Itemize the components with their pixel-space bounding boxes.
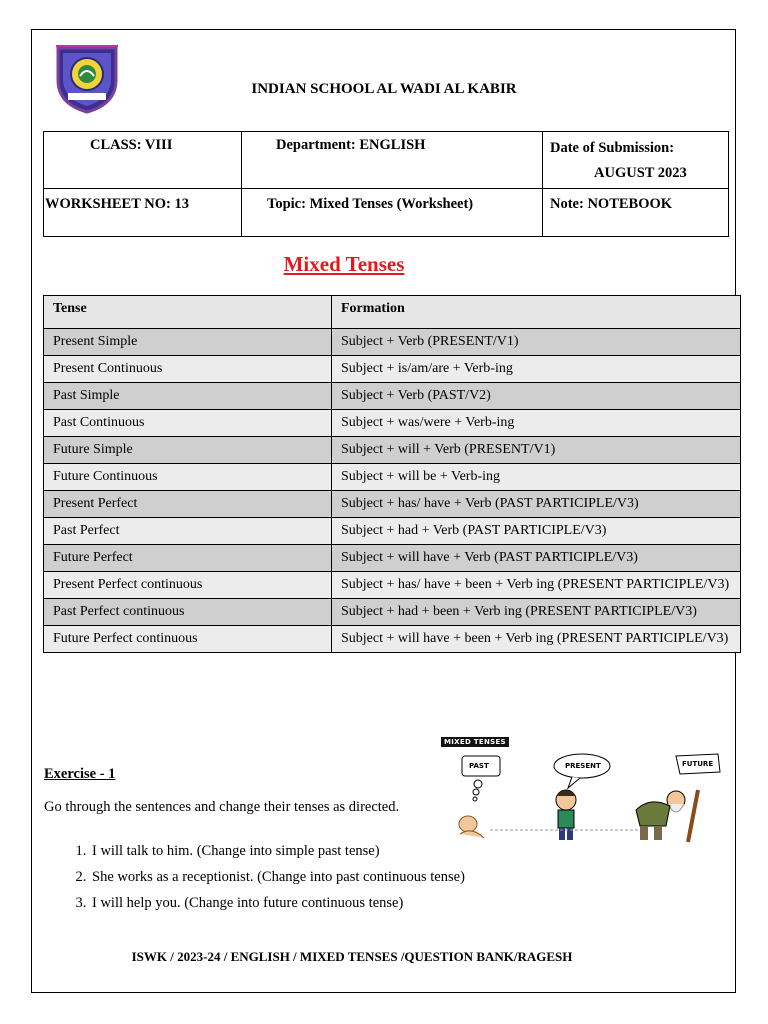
question-item: 3. I will help you. (Change into future continuous tense) bbox=[90, 895, 465, 912]
question-item: 2. She works as a receptionist. (Change into past continuous tense) bbox=[90, 869, 465, 886]
school-name: INDIAN SCHOOL AL WADI AL KABIR bbox=[251, 81, 517, 97]
tense-cell: Past Simple bbox=[44, 383, 332, 410]
tense-cell: Present Perfect bbox=[44, 491, 332, 518]
table-row bbox=[44, 356, 741, 383]
table-row bbox=[44, 410, 741, 437]
formation-cell: Subject + had + Verb (PAST PARTICIPLE/V3) bbox=[332, 518, 741, 545]
question-list bbox=[44, 843, 465, 921]
tense-cell: Future Perfect bbox=[44, 545, 332, 572]
worksheet-number: WORKSHEET NO: 13 bbox=[45, 196, 189, 212]
page-title: Mixed Tenses bbox=[283, 252, 405, 276]
cartoon-illustration bbox=[440, 734, 740, 846]
table-row bbox=[44, 572, 741, 599]
present-label: PRESENT bbox=[565, 762, 601, 770]
formation-cell: Subject + will have + been + Verb ing (PRESENT PARTICIPLE/V3) bbox=[332, 626, 741, 653]
department-cell bbox=[242, 132, 543, 189]
table-row bbox=[44, 329, 741, 356]
tense-cell: Future Perfect continuous bbox=[44, 626, 332, 653]
tense-cell: Present Perfect continuous bbox=[44, 572, 332, 599]
formation-cell: Subject + has/ have + been + Verb ing (PRESENT PARTICIPLE/V3) bbox=[332, 572, 741, 599]
formation-cell: Subject + Verb (PAST/V2) bbox=[332, 383, 741, 410]
department-label: Department: ENGLISH bbox=[276, 137, 426, 153]
tense-cell: Present Simple bbox=[44, 329, 332, 356]
tense-cell: Present Continuous bbox=[44, 356, 332, 383]
tense-cell: Past Perfect bbox=[44, 518, 332, 545]
table-row bbox=[44, 437, 741, 464]
table-row bbox=[44, 626, 741, 653]
formation-cell: Subject + will have + Verb (PAST PARTICIPLE/V3) bbox=[332, 545, 741, 572]
past-label: PAST bbox=[469, 762, 489, 770]
note-label: Note: NOTEBOOK bbox=[550, 196, 673, 212]
question-item: 1. I will talk to him. (Change into simple past tense) bbox=[90, 843, 465, 860]
class-cell bbox=[44, 132, 242, 189]
page-footer: ISWK / 2023-24 / ENGLISH / MIXED TENSES /QUESTION BANK/RAGESH bbox=[131, 949, 573, 964]
note-cell bbox=[543, 189, 729, 237]
formation-cell: Subject + is/am/are + Verb-ing bbox=[332, 356, 741, 383]
worksheet-info-table bbox=[43, 131, 729, 237]
table-row bbox=[44, 545, 741, 572]
exercise-title: Exercise - 1 bbox=[44, 766, 116, 782]
formation-cell: Subject + will be + Verb-ing bbox=[332, 464, 741, 491]
exercise-instruction: Go through the sentences and change their tenses as directed. bbox=[44, 799, 400, 815]
date-label: Date of Submission: bbox=[550, 140, 675, 156]
table-header-row bbox=[44, 296, 741, 329]
school-logo bbox=[52, 44, 122, 114]
table-row bbox=[44, 599, 741, 626]
date-cell bbox=[543, 132, 729, 189]
mixed-tenses-tag: MIXED TENSES bbox=[441, 737, 509, 747]
tense-cell: Past Continuous bbox=[44, 410, 332, 437]
column-header-tense: Tense bbox=[44, 296, 332, 329]
tense-cell: Future Simple bbox=[44, 437, 332, 464]
table-row bbox=[44, 518, 741, 545]
formation-cell: Subject + has/ have + Verb (PAST PARTICIPLE/V3) bbox=[332, 491, 741, 518]
future-label: FUTURE bbox=[682, 760, 714, 768]
topic-cell bbox=[242, 189, 543, 237]
date-value: AUGUST 2023 bbox=[594, 165, 687, 181]
column-header-formation: Formation bbox=[332, 296, 741, 329]
formation-cell: Subject + had + been + Verb ing (PRESENT PARTICIPLE/V3) bbox=[332, 599, 741, 626]
formation-cell: Subject + will + Verb (PRESENT/V1) bbox=[332, 437, 741, 464]
tense-cell: Future Continuous bbox=[44, 464, 332, 491]
tense-cell: Past Perfect continuous bbox=[44, 599, 332, 626]
table-row bbox=[44, 464, 741, 491]
mixed-tenses-cartoon bbox=[440, 734, 740, 846]
formation-cell: Subject + Verb (PRESENT/V1) bbox=[332, 329, 741, 356]
topic-label: Topic: Mixed Tenses (Worksheet) bbox=[267, 196, 474, 212]
table-row bbox=[44, 383, 741, 410]
formation-cell: Subject + was/were + Verb-ing bbox=[332, 410, 741, 437]
table-row bbox=[44, 491, 741, 518]
worksheet-cell bbox=[44, 189, 242, 237]
tenses-table bbox=[43, 295, 741, 653]
class-label: CLASS: VIII bbox=[90, 137, 173, 153]
